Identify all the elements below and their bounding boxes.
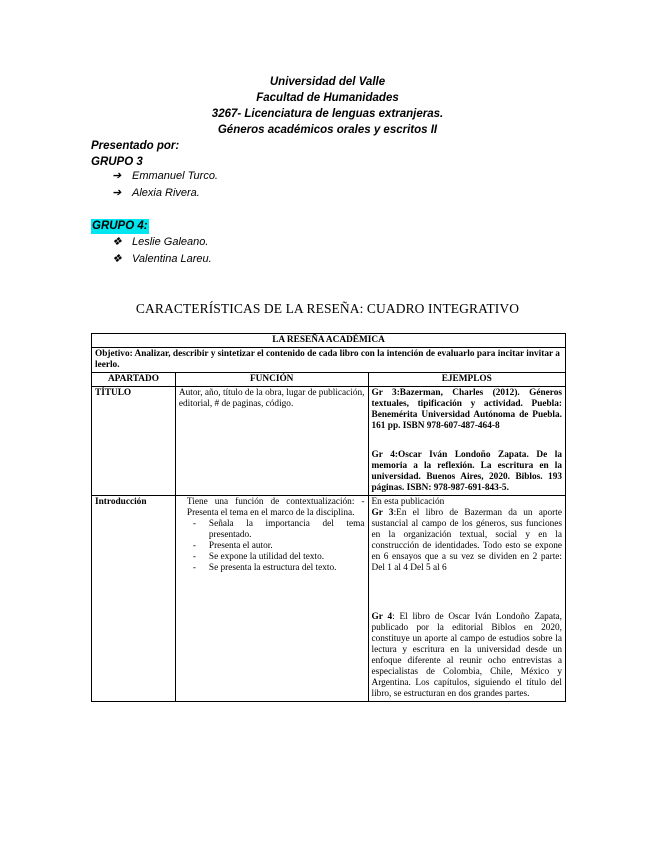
diamond-bullet-icon: ❖ (112, 253, 122, 265)
table-title: LA RESEÑA ACADÉMICA (92, 334, 566, 348)
section-cell: TÍTULO (92, 387, 176, 496)
list-item: - Se expone la utilidad del texto. (209, 552, 365, 563)
examples-cell (368, 496, 566, 702)
group3-members (112, 168, 218, 202)
function-intro: Tiene una función de contextualización: - Presenta el tema en el marco de la disciplina. (186, 497, 365, 518)
document-header (0, 74, 655, 138)
section-title: CARACTERÍSTICAS DE LA RESEÑA: CUADRO INTEGRATIVO (135, 301, 520, 316)
example-label: Gr 3 (371, 508, 394, 518)
examples-cell (368, 387, 566, 496)
presenters-block (91, 138, 179, 170)
presented-by-label: Presentado por: (91, 140, 180, 152)
arrow-right-icon: ➔ (112, 170, 122, 182)
course-name: Géneros académicos orales y escritos II (217, 124, 438, 136)
list-item: - Se presenta la estructura del texto. (209, 563, 365, 574)
example-group4: Gr 4:Oscar Iván Londoño Zapata. De la memoria a la reflexión. La escritura en la universidad. Buenos Aires, 2020. Biblos. 193 páginas. ISBN: 978-987-691-843-5. (371, 450, 562, 493)
group4-members (112, 234, 212, 268)
example-group3: Gr 3:Bazerman, Charles (2012). Géneros textuales, tipificación y actividad. Puebla: Benemérita Universidad Autónoma de Puebla. 161 pp. ISBN 978-607-487-464-8 (371, 388, 562, 431)
example-text: : El libro de Oscar Iván Londoño Zapata, publicado por la editorial Biblos en 2020, constituye un aporte al campo de estudios sobre la lectura y escritura en la universidad desde un enfoque diferente al reunir ocho entrevistas a especialistas de Colombia, Chile, México y Argentina. Los capítulos, siguiendo el título del libro, se estructuran en dos grandes partes. (371, 612, 562, 699)
example-intro: En esta publicación (371, 497, 445, 507)
function-cell (175, 496, 368, 702)
review-table (91, 333, 566, 702)
list-item: - Presenta el autor. (209, 541, 365, 552)
table-objective: Objetivo: Analizar, describir y sintetizar el contenido de cada libro con la intención de evaluarlo para incitar invitar a leerlo. (92, 348, 566, 373)
diamond-bullet-icon: ❖ (112, 236, 122, 248)
example-text: :En el libro de Bazerman da un aporte sustancial al campo de los géneros, sus funciones en la organización textual, social y en la construcción de identidades. Todo esto se expone en 6 ensayos que a su vez se dividen en 2 parte: Del 1 al 4 Del 5 al 6 (371, 508, 562, 573)
function-cell: Autor, año, título de la obra, lugar de publicación, editorial, # de paginas, código. (175, 387, 368, 496)
example-label: Gr 4 (371, 612, 393, 622)
program-name: 3267- Licenciatura de lenguas extranjeras. (211, 108, 444, 120)
table-row (92, 496, 566, 702)
arrow-right-icon: ➔ (112, 187, 122, 199)
table-row (92, 387, 566, 496)
column-header: APARTADO (92, 373, 176, 387)
list-item (112, 185, 218, 202)
group3-label: GRUPO 3 (91, 156, 143, 168)
example-group4 (372, 612, 563, 700)
list-item (112, 234, 212, 251)
column-header: EJEMPLOS (368, 373, 566, 387)
section-cell: Introducción (92, 496, 176, 702)
list-item: - Señala la importancia del tema presentado. (209, 519, 365, 541)
list-item (112, 168, 218, 185)
example-group3 (372, 508, 563, 574)
function-list (179, 519, 365, 574)
list-item (112, 251, 212, 268)
column-header: FUNCIÓN (175, 373, 368, 387)
member-name: Leslie Galeano. (132, 236, 209, 248)
member-name: Valentina Lareu. (132, 253, 212, 265)
faculty-name: Facultad de Humanidades (256, 92, 399, 104)
university-name: Universidad del Valle (269, 76, 386, 88)
member-name: Alexia Rivera. (132, 187, 200, 199)
group4-label: GRUPO 4: (92, 220, 148, 232)
member-name: Emmanuel Turco. (132, 170, 218, 182)
